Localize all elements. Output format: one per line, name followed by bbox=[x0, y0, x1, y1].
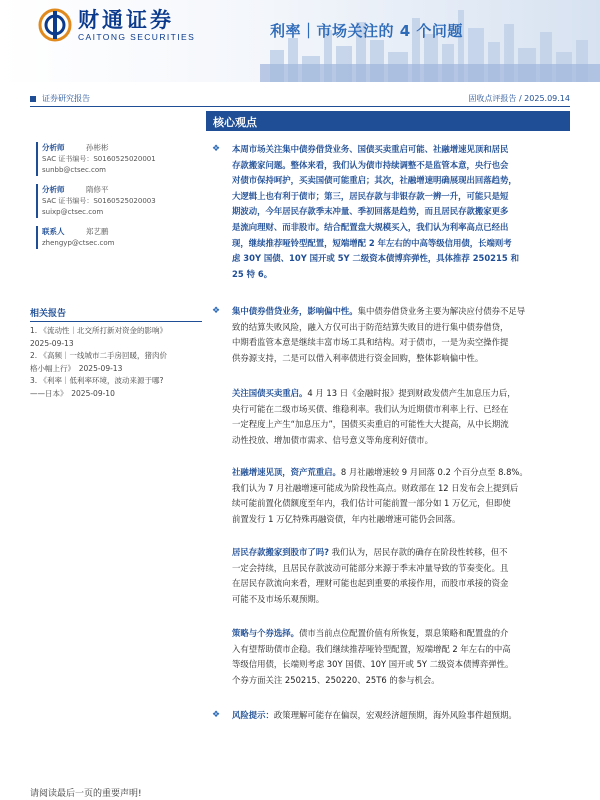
analyst-card bbox=[36, 226, 204, 249]
core-summary: 本周市场关注集中债券借贷业务、国债买卖重启可能、社融增速见顶和居民 存款搬家问题。整体来看，我们认为债市持续调整不是监管本意，央行也会 对债市保持呵护，买卖国债可能重启；其次，社融增速明确展现出回落趋势， 大逻辑上也有利于债市；第三，居民存款与非银存款一辨一升，可能只是短 期波动，今年居民存款季末冲量、季初回落是趋势，而且居民存款搬家更多 是流向理财、而非股市。结合配置盘大规模买入，我们认为利率高点已经出 现，继续推荐哑铃型配置，短端增配 2 年左右的中高等级信用债，长端则考 虑 30Y 国债、10Y 国开或 5Y 二级资本债博弈弹性，具体推荐 250215 和 25 特 6。 bbox=[232, 144, 519, 279]
analyst-list bbox=[36, 142, 204, 257]
section-lead: 关注国债买卖重启。 bbox=[232, 388, 308, 398]
analyst-cert: SAC 证书编号：S0160525020001 bbox=[42, 155, 156, 163]
subheader bbox=[30, 93, 570, 105]
related-reports-title: 相关报告 bbox=[30, 306, 202, 322]
analyst-role: 分析师 bbox=[42, 143, 65, 152]
analyst-name: 孙彬彬 bbox=[86, 143, 109, 152]
diamond-bullet-icon: ❖ bbox=[212, 710, 221, 720]
diamond-bullet-icon: ❖ bbox=[212, 306, 221, 316]
analyst-card bbox=[36, 142, 204, 176]
related-reports bbox=[30, 306, 202, 400]
analyst-role: 分析师 bbox=[42, 185, 65, 194]
city-skyline-image bbox=[260, 0, 600, 82]
section-paragraph: 居民存款搬家到股市了吗? 我们认为，居民存款的确存在阶段性转移，但不 一定会持续，且居民存款波动可能部分来源于季末冲量导致的节奏变化。且 在居民存款流向来看，理财可能也起到重要的承接作用，而股市承接的资金 可能不及市场乐观预期。 bbox=[232, 547, 509, 604]
risk-lead: 风险提示： bbox=[232, 710, 274, 720]
analyst-email[interactable]: sunbb@ctsec.com bbox=[42, 166, 106, 174]
section-paragraph: 社融增速见顶，资产荒重启。8 月社融增速较 9 月回落 0.2 个百分点至 8.8%。 我们认为 7 月社融增速可能成为阶段性高点。财政部在 12 日发布会上提到后 续可能前置化债额度至年内，我们估计可能前置一部分如 1 万亿元，但即使 前置发行 1 万亿特殊再融资债，年内社融增速可能仍会回落。 bbox=[232, 467, 528, 524]
related-report-item[interactable]: 1. 《流动性｜北交所打新对资金的影响》 bbox=[30, 326, 168, 335]
section-lead: 集中债券借贷业务，影响偏中性。 bbox=[232, 306, 358, 316]
analyst-email[interactable]: suixp@ctsec.com bbox=[42, 208, 104, 216]
analyst-role: 联系人 bbox=[42, 227, 65, 236]
risk-paragraph: 风险提示：政策理解可能存在偏误，宏观经济超预期，海外风险事件超预期。 bbox=[232, 710, 517, 720]
header-banner bbox=[0, 0, 600, 82]
report-date-label: 固收点评报告 / 2025.09.14 bbox=[468, 94, 570, 103]
section-paragraph: 集中债券借贷业务，影响偏中性。集中债券借贷业务主要为解决应付债券不足导 致的结算失败风险，融入方仅可出于防范结算失败目的进行集中债券借贷， 中期看监管本意是继续丰富市场工具和结构。对于债市，一是为卖空操作提 供券源支持，二是可以借入利率债进行资金回购，整体影响偏中性。 bbox=[232, 306, 526, 363]
related-report-item: 2025-09-13 bbox=[30, 338, 74, 348]
caitong-logo-icon bbox=[38, 8, 72, 42]
analyst-email[interactable]: zhengyp@ctsec.com bbox=[42, 239, 115, 247]
related-report-item[interactable]: 2. 《高频｜一线城市二手房回暖，猪肉价 bbox=[30, 351, 168, 360]
analyst-name: 郑艺鹏 bbox=[86, 227, 109, 236]
section-lead: 策略与个券选择。 bbox=[232, 628, 299, 638]
related-report-item: 格小幅上行》 2025-09-13 bbox=[30, 363, 123, 373]
analyst-name: 隋修平 bbox=[86, 185, 109, 194]
header-divider bbox=[30, 106, 570, 107]
diamond-bullet-icon: ❖ bbox=[212, 144, 221, 154]
related-report-item: ——日本》 2025-09-10 bbox=[30, 388, 115, 398]
company-logo bbox=[38, 8, 195, 42]
report-title: 利率｜市场关注的 4 个问题 bbox=[270, 22, 463, 40]
section-paragraph: 策略与个券选择。债市当前点位配置价值有所恢复，票息策略和配置盘的介 入有望帮助债市企稳。我们继续推荐哑铃型配置，短端增配 2 年左右的中高 等级信用债，长端则考虑 30Y 国债、10Y 国开或 5Y 二级资本债博弈弹性。 个券方面关注 250215、250220、25T6 的参与机会。 bbox=[232, 628, 514, 685]
section-paragraph: 关注国债买卖重启。4 月 13 日《金融时报》提到财政发债产生加息压力后， 央行可能在二级市场买债、维稳利率。我们认为近期债市利率上行、已经在 一定程度上产生“加息压力”，国债买卖重启的可能性大大提高，从中长期流 动性投放、增加债市需求、信号意义等角度利好债市。 bbox=[232, 388, 516, 445]
analyst-cert: SAC 证书编号：S0160525020003 bbox=[42, 197, 156, 205]
report-type-label: 证券研究报告 bbox=[42, 94, 90, 103]
related-report-item[interactable]: 3. 《利率｜低利率环境，波动来源于哪? bbox=[30, 376, 164, 385]
core-section-title: 核心观点 bbox=[213, 116, 257, 129]
analyst-card bbox=[36, 184, 204, 218]
section-lead: 居民存款搬家到股市了吗? bbox=[232, 547, 329, 557]
logo-chinese-text: 财通证券 bbox=[78, 7, 174, 32]
footer-disclaimer: 请阅读最后一页的重要声明! bbox=[30, 789, 142, 799]
square-bullet-icon bbox=[30, 96, 36, 102]
section-lead: 社融增速见顶，资产荒重启。 bbox=[232, 467, 341, 477]
core-section-header bbox=[206, 111, 570, 131]
logo-english-text: CAITONG SECURITIES bbox=[78, 32, 196, 42]
